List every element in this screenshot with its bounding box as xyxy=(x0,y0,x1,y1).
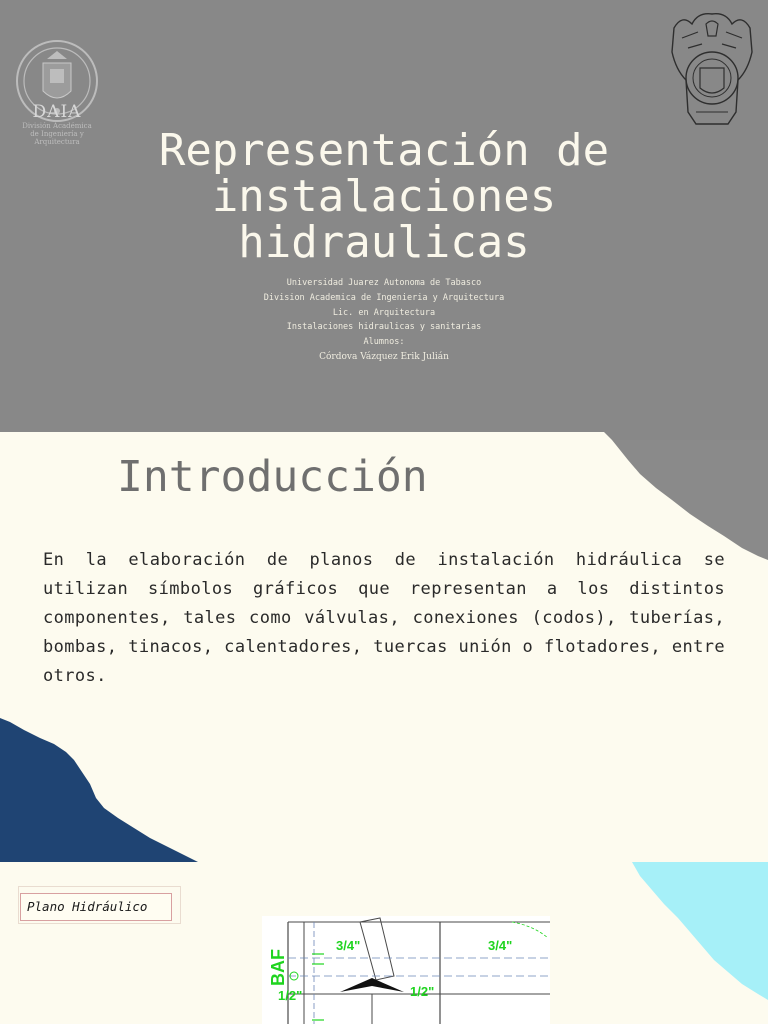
fraction-half-b: 1/2" xyxy=(278,988,303,1003)
baf-label: BAF xyxy=(268,949,288,986)
fraction-three-quarter-a: 3/4" xyxy=(336,938,361,953)
degree-name: Lic. en Arquitectura xyxy=(332,307,436,318)
student-name: Córdova Vázquez Erik Julián xyxy=(319,351,449,362)
daia-logo-subtitle: División Académica de Ingeniería y Arquitectura xyxy=(22,122,92,146)
plan-label-box xyxy=(20,893,172,921)
division-name: Division Academica de Ingenieria y Arquitectura xyxy=(263,292,505,303)
hydraulic-plan-drawing xyxy=(262,916,550,1024)
page-title: Representación de instalaciones hidraulicas xyxy=(158,125,610,268)
students-label: Alumnos: xyxy=(363,337,405,348)
fraction-three-quarter-b: 3/4" xyxy=(488,938,513,953)
author-info xyxy=(0,276,768,365)
ujat-eagle-seal-logo xyxy=(668,8,756,130)
daia-logo-caption: DAIA xyxy=(32,102,82,122)
university-name: Universidad Juarez Autonoma de Tabasco xyxy=(286,278,482,288)
introduction-heading: Introducción xyxy=(117,452,428,502)
plan-label: Plano Hidráulico xyxy=(27,899,148,914)
course-name: Instalaciones hidraulicas y sanitarias xyxy=(286,322,482,333)
fraction-half-a: 1/2" xyxy=(410,984,435,999)
introduction-paragraph: En la elaboración de planos de instalación hidráulica se utilizan símbolos gráficos que representan a los distintos componentes, tales como válvulas, conexiones (codos), tuberías, bombas, tinacos, calentadores, tuercas unión o flotadores, entre otros. xyxy=(43,550,725,686)
